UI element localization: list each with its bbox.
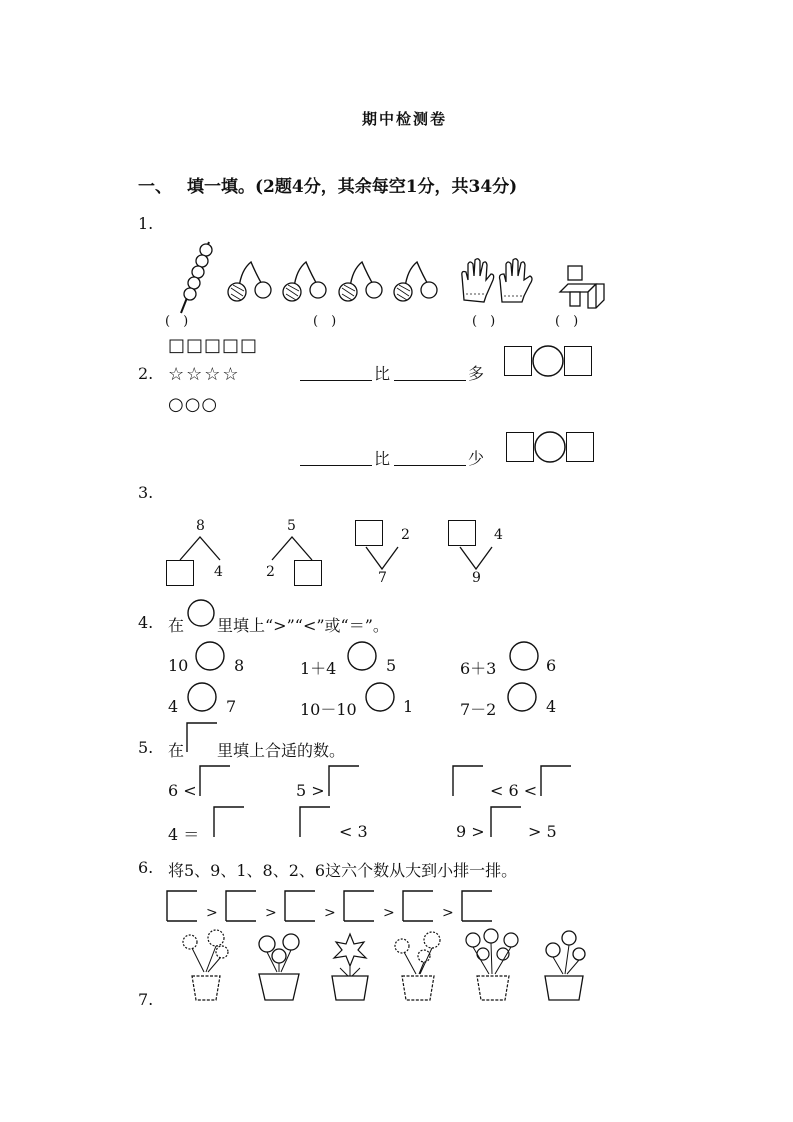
answer-box[interactable] <box>225 890 257 922</box>
flower-pot-icon <box>320 928 380 1003</box>
cherry-icon <box>391 260 441 305</box>
inequality-text: 5 > <box>296 781 325 800</box>
answer-circle[interactable] <box>506 681 538 713</box>
question-3-number: 3. <box>138 483 154 502</box>
cherry-icon <box>225 260 275 305</box>
instruction-text: 里填上“>”“<”或“＝”。 <box>217 616 389 635</box>
compare-left: 1＋4 <box>300 659 337 678</box>
compare-right: 7 <box>226 697 237 716</box>
section-number: 一、 <box>138 177 172 197</box>
compare-word: 比 <box>374 364 391 383</box>
greater-sign: > <box>206 905 218 921</box>
answer-paren-1[interactable]: ( ) <box>165 314 189 329</box>
answer-box[interactable] <box>506 432 534 462</box>
answer-circle[interactable] <box>194 640 226 672</box>
answer-box[interactable] <box>402 890 434 922</box>
more-word: 多 <box>468 364 485 383</box>
answer-box[interactable] <box>504 346 532 376</box>
question-4-number: 4. <box>138 613 154 632</box>
blocks-icon <box>558 262 608 312</box>
squares-row: □□□□□ <box>168 335 259 356</box>
answer-box[interactable] <box>294 560 322 586</box>
answer-paren-3[interactable]: ( ) <box>472 314 496 329</box>
compare-right: 4 <box>546 697 557 716</box>
answer-circle[interactable] <box>346 640 378 672</box>
answer-box[interactable] <box>540 765 572 797</box>
instruction-text: 里填上合适的数。 <box>217 741 346 760</box>
stars-row: ☆☆☆☆ <box>168 364 241 385</box>
answer-box[interactable] <box>166 560 194 586</box>
tree-bottom-number: 7 <box>378 570 387 586</box>
inequality-text: > 5 <box>528 822 557 841</box>
instruction-prefix: 在 <box>168 741 185 760</box>
compare-left: 4 <box>168 697 179 716</box>
circle-icon <box>186 598 216 628</box>
compare-left: 10 <box>168 656 189 675</box>
answer-box[interactable] <box>343 890 375 922</box>
inequality-text: 4 ＝ <box>168 825 200 844</box>
answer-blank[interactable] <box>300 447 372 466</box>
greater-sign: > <box>265 905 277 921</box>
cherry-icon <box>280 260 330 305</box>
flower-pot-icon <box>388 928 448 1003</box>
tree-bottom-number: 9 <box>472 570 481 586</box>
answer-circle[interactable] <box>364 681 396 713</box>
answer-circle[interactable] <box>533 430 567 464</box>
compare-right: 8 <box>234 656 245 675</box>
answer-blank[interactable] <box>394 362 466 381</box>
compare-right: 6 <box>546 656 557 675</box>
question-5-number: 5. <box>138 738 154 757</box>
tree-right-number: 2 <box>401 527 410 543</box>
compare-word: 比 <box>374 449 391 468</box>
inequality-text: 9 > <box>456 822 485 841</box>
answer-paren-4[interactable]: ( ) <box>555 314 579 329</box>
answer-blank[interactable] <box>300 362 372 381</box>
answer-box[interactable] <box>564 346 592 376</box>
instruction-text: 将5、9、1、8、2、6这六个数从大到小排一排。 <box>168 861 518 880</box>
tree-top-number: 5 <box>287 518 296 534</box>
gloves-icon <box>458 256 538 306</box>
greater-sign: > <box>383 905 395 921</box>
tree-right-number: 4 <box>494 527 503 543</box>
less-word: 少 <box>468 449 485 468</box>
answer-box[interactable] <box>566 432 594 462</box>
section-heading: 填一填。(2题4分，其余每空1分，共34分) <box>187 177 518 197</box>
compare-left: 10－10 <box>300 700 357 719</box>
answer-box[interactable] <box>448 520 476 546</box>
answer-box[interactable] <box>299 806 331 838</box>
answer-circle[interactable] <box>531 344 565 378</box>
flower-pot-icon <box>535 928 595 1003</box>
answer-box[interactable] <box>284 890 316 922</box>
greater-sign: > <box>442 905 454 921</box>
inequality-text: < 6 < <box>490 781 538 800</box>
compare-right: 1 <box>403 697 414 716</box>
answer-circle[interactable] <box>508 640 540 672</box>
flower-pot-icon <box>249 928 309 1003</box>
question-2-number: 2. <box>138 364 154 383</box>
flower-pot-icon <box>461 928 525 1003</box>
compare-left: 6＋3 <box>460 659 497 678</box>
compare-left: 7－2 <box>460 700 497 719</box>
tree-right-number: 4 <box>214 564 223 580</box>
question-7-number: 7. <box>138 990 154 1009</box>
instruction-prefix: 在 <box>168 616 185 635</box>
answer-box[interactable] <box>199 765 231 797</box>
answer-box[interactable] <box>490 806 522 838</box>
page-title: 期中检测卷 <box>362 110 448 128</box>
answer-circle[interactable] <box>186 681 218 713</box>
answer-box[interactable] <box>213 806 245 838</box>
open-box-icon <box>186 722 218 754</box>
inequality-text: 6 < <box>168 781 197 800</box>
flower-pot-icon <box>176 928 236 1003</box>
answer-box[interactable] <box>166 890 198 922</box>
question-6-number: 6. <box>138 858 154 877</box>
answer-box[interactable] <box>355 520 383 546</box>
tree-top-number: 8 <box>196 518 205 534</box>
tree-left-number: 2 <box>266 564 275 580</box>
inequality-text: < 3 <box>339 822 368 841</box>
greater-sign: > <box>324 905 336 921</box>
compare-right: 5 <box>386 656 397 675</box>
answer-box[interactable] <box>461 890 493 922</box>
cherry-icon <box>336 260 386 305</box>
circles-row: ○○○ <box>168 394 219 415</box>
answer-paren-2[interactable]: ( ) <box>313 314 337 329</box>
answer-box[interactable] <box>328 765 360 797</box>
question-1-number: 1. <box>138 214 154 233</box>
answer-blank[interactable] <box>394 447 466 466</box>
answer-box[interactable] <box>452 765 484 797</box>
skewer-icon <box>175 238 215 318</box>
